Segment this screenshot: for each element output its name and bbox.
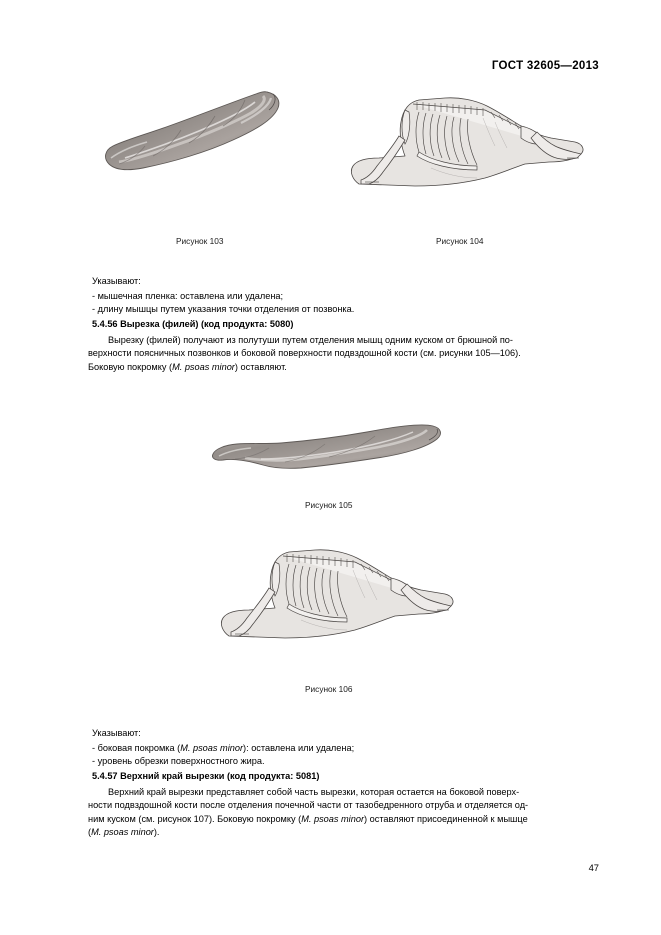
figure-103-image: [95, 88, 295, 188]
latin-term: M. psoas minor: [301, 813, 365, 824]
text-run: ) оставляют.: [234, 361, 287, 372]
paragraph-line: верхности поясничных позвонков и боковой поверхности подвздошной кости (см. рисунки 105—106).: [88, 348, 521, 359]
figure-106-image: [205, 540, 460, 660]
paragraph-5-4-56: [88, 334, 574, 374]
indication-item-1-1: - мышечная пленка: оставлена или удалена;: [92, 291, 284, 301]
figure-105-caption: Рисунок 105: [305, 500, 353, 510]
latin-term: M. psoas minor: [172, 361, 235, 372]
latin-term: M. psoas minor: [180, 743, 244, 753]
indication-label-1: Указывают:: [92, 276, 141, 286]
page-number: 47: [588, 862, 599, 873]
section-heading-5-4-57: 5.4.57 Верхний край вырезки (код продукта: 5081): [92, 771, 320, 781]
section-heading-5-4-56: 5.4.56 Вырезка (филей) (код продукта: 5080): [92, 319, 294, 329]
text-run: ) оставляют присоединенной к мышце: [364, 813, 528, 824]
latin-term: M. psoas minor: [91, 826, 154, 837]
indication-label-2: Указывают:: [92, 728, 141, 738]
text-run: ).: [153, 826, 160, 837]
figure-104-image: [335, 88, 590, 208]
indication-item-2-1: [92, 742, 354, 755]
paragraph-line: [88, 813, 574, 826]
paragraph-line: (M. psoas minor).: [88, 826, 160, 837]
figure-104-caption: Рисунок 104: [436, 236, 484, 246]
text-run: ним куском (см. рисунок 107). Боковую покромку (: [88, 813, 302, 824]
standard-header: ГОСТ 32605—2013: [491, 60, 599, 72]
figure-105-image: [205, 412, 445, 482]
indication-item-2-2: - уровень обрезки поверхностного жира.: [92, 756, 265, 766]
paragraph-5-4-57: [88, 786, 574, 839]
indication-item-1-2: - длину мышцы путем указания точки отделения от позвонка.: [92, 304, 355, 314]
text-run: Боковую покромку (: [88, 361, 173, 372]
paragraph-line: Вырезку (филей) получают из полутуши путем отделения мышц одним куском от брюшной по-: [108, 335, 513, 345]
paragraph-line: Верхний край вырезки представляет собой часть вырезки, которая остается на боковой поверх-: [108, 787, 520, 797]
figure-103-caption: Рисунок 103: [176, 236, 224, 246]
text-run: ): оставлена или удалена;: [243, 743, 355, 753]
text-run: - боковая покромка (: [92, 743, 181, 753]
paragraph-line: ности подвздошной кости после отделения почечной части от тазобедренного отруба и отделяется од-: [88, 800, 529, 811]
figure-106-caption: Рисунок 106: [305, 684, 353, 694]
paragraph-line: [88, 361, 574, 374]
